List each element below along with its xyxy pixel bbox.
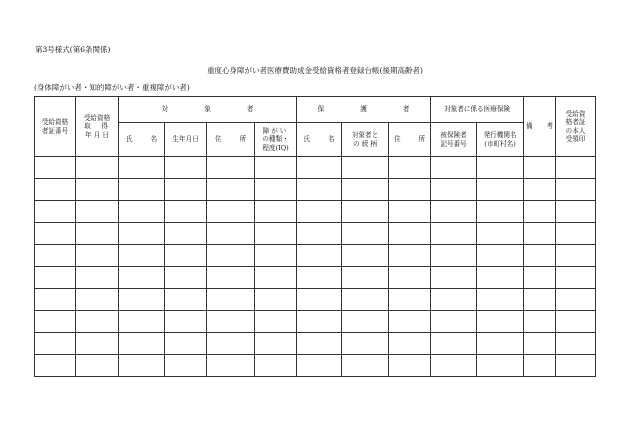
header-guardian-address: 住 所 [389, 123, 431, 157]
table-cell[interactable] [35, 289, 76, 311]
table-cell[interactable] [556, 311, 596, 333]
table-cell[interactable] [389, 179, 431, 201]
table-cell[interactable] [342, 289, 389, 311]
table-cell[interactable] [297, 267, 342, 289]
table-cell[interactable] [477, 179, 524, 201]
table-cell[interactable] [389, 223, 431, 245]
table-cell[interactable] [76, 289, 119, 311]
header-subject-name: 氏 名 [119, 123, 165, 157]
table-cell[interactable] [76, 223, 119, 245]
header-subject-address: 住 所 [207, 123, 255, 157]
table-cell[interactable] [297, 223, 342, 245]
table-cell[interactable] [35, 355, 76, 377]
table-cell[interactable] [207, 157, 255, 179]
registration-table [34, 96, 596, 377]
table-cell[interactable] [342, 267, 389, 289]
table-cell[interactable] [477, 355, 524, 377]
table-cell[interactable] [207, 223, 255, 245]
table-cell[interactable] [477, 223, 524, 245]
table-cell[interactable] [342, 355, 389, 377]
table-cell[interactable] [297, 245, 342, 267]
header-row-1 [35, 97, 596, 123]
table-cell[interactable] [76, 333, 119, 355]
table-cell[interactable] [207, 289, 255, 311]
header-cert-number: 受給資格 者証番号 [35, 97, 76, 157]
header-insured-symbol: 被保険者 記号番号 [431, 123, 477, 157]
table-cell[interactable] [165, 223, 207, 245]
table-cell[interactable] [119, 333, 165, 355]
table-cell[interactable] [524, 179, 556, 201]
table-cell[interactable] [297, 333, 342, 355]
table-cell[interactable] [207, 245, 255, 267]
table-cell[interactable] [342, 201, 389, 223]
table-cell[interactable] [524, 289, 556, 311]
table-cell[interactable] [297, 179, 342, 201]
table-cell[interactable] [165, 201, 207, 223]
table-cell[interactable] [297, 201, 342, 223]
table-cell[interactable] [165, 267, 207, 289]
table-cell[interactable] [524, 267, 556, 289]
table-cell[interactable] [119, 267, 165, 289]
table-cell[interactable] [35, 311, 76, 333]
table-cell[interactable] [431, 245, 477, 267]
table-cell[interactable] [255, 179, 297, 201]
table-row [35, 311, 596, 333]
table-cell[interactable] [255, 267, 297, 289]
table-cell[interactable] [431, 311, 477, 333]
table-cell[interactable] [255, 333, 297, 355]
table-cell[interactable] [165, 333, 207, 355]
table-cell[interactable] [342, 179, 389, 201]
table-cell[interactable] [35, 223, 76, 245]
table-cell[interactable] [524, 245, 556, 267]
header-subject: 対 象 者 [119, 97, 297, 123]
table-cell[interactable] [431, 267, 477, 289]
table-cell[interactable] [119, 311, 165, 333]
table-cell[interactable] [477, 333, 524, 355]
table-row [35, 223, 596, 245]
table-cell[interactable] [119, 179, 165, 201]
table-cell[interactable] [477, 245, 524, 267]
page-subtitle: (身体障がい者・知的障がい者・重複障がい者) [34, 83, 190, 92]
table-cell[interactable] [556, 245, 596, 267]
header-receipt-stamp: 受給資 格者証 の本人 受領印 [556, 97, 596, 157]
table-cell[interactable] [477, 201, 524, 223]
table-cell[interactable] [389, 245, 431, 267]
table-row [35, 333, 596, 355]
table-cell[interactable] [297, 157, 342, 179]
table-cell[interactable] [255, 201, 297, 223]
header-subject-birthdate: 生年月日 [165, 123, 207, 157]
table-cell[interactable] [431, 179, 477, 201]
table-cell[interactable] [207, 355, 255, 377]
table-cell[interactable] [76, 201, 119, 223]
table-cell[interactable] [477, 267, 524, 289]
header-acquired-date: 受給資格 取 得 年 月 日 [76, 97, 119, 157]
form-number: 第3号様式(第6条関係) [35, 45, 111, 54]
table-cell[interactable] [35, 157, 76, 179]
table-cell[interactable] [119, 201, 165, 223]
table-cell[interactable] [342, 333, 389, 355]
table-cell[interactable] [207, 333, 255, 355]
table-row [35, 355, 596, 377]
table-row [35, 245, 596, 267]
table-cell[interactable] [76, 311, 119, 333]
table-cell[interactable] [556, 267, 596, 289]
table-cell[interactable] [342, 157, 389, 179]
table-cell[interactable] [76, 355, 119, 377]
table-cell[interactable] [524, 355, 556, 377]
header-remarks: 備 考 [524, 97, 556, 157]
table-cell[interactable] [389, 333, 431, 355]
table-cell[interactable] [35, 245, 76, 267]
table-cell[interactable] [431, 223, 477, 245]
table-cell[interactable] [431, 289, 477, 311]
header-guardian-name: 氏 名 [297, 123, 342, 157]
table-cell[interactable] [255, 245, 297, 267]
table-cell[interactable] [207, 311, 255, 333]
table-cell[interactable] [556, 289, 596, 311]
header-guardian: 保 護 者 [297, 97, 431, 123]
table-cell[interactable] [165, 355, 207, 377]
table-cell[interactable] [524, 201, 556, 223]
table-cell[interactable] [297, 311, 342, 333]
table-cell[interactable] [165, 179, 207, 201]
table-body [35, 157, 596, 377]
table-cell[interactable] [255, 223, 297, 245]
table-cell[interactable] [165, 157, 207, 179]
page-title: 重度心身障がい者医療費助成金受給資格者登録台帳(後期高齢者) [207, 66, 423, 75]
table-cell[interactable] [119, 223, 165, 245]
table-cell[interactable] [165, 245, 207, 267]
table-cell[interactable] [556, 201, 596, 223]
table-cell[interactable] [342, 245, 389, 267]
table-cell[interactable] [524, 223, 556, 245]
table-cell[interactable] [389, 157, 431, 179]
table-cell[interactable] [119, 289, 165, 311]
header-issuer: 発行機関名 (市町村名) [477, 123, 524, 157]
table-cell[interactable] [35, 267, 76, 289]
table-cell[interactable] [556, 223, 596, 245]
table-cell[interactable] [431, 355, 477, 377]
table-cell[interactable] [389, 355, 431, 377]
table-cell[interactable] [431, 333, 477, 355]
table-row [35, 289, 596, 311]
table-cell[interactable] [255, 289, 297, 311]
table-row [35, 157, 596, 179]
table-cell[interactable] [255, 157, 297, 179]
table-cell[interactable] [255, 355, 297, 377]
table-cell[interactable] [556, 179, 596, 201]
table-cell[interactable] [389, 201, 431, 223]
header-subject-disability: 障がい の種類・ 程度(IQ) [255, 123, 297, 157]
table-cell[interactable] [431, 157, 477, 179]
table-cell[interactable] [119, 355, 165, 377]
table-cell[interactable] [35, 333, 76, 355]
table-cell[interactable] [389, 311, 431, 333]
table-cell[interactable] [431, 201, 477, 223]
table-cell[interactable] [389, 289, 431, 311]
table-cell[interactable] [524, 311, 556, 333]
table-cell[interactable] [207, 179, 255, 201]
table-cell[interactable] [524, 157, 556, 179]
table-cell[interactable] [35, 179, 76, 201]
table-cell[interactable] [389, 267, 431, 289]
table-cell[interactable] [342, 223, 389, 245]
table-cell[interactable] [556, 355, 596, 377]
table-row [35, 201, 596, 223]
table-cell[interactable] [556, 157, 596, 179]
table-cell[interactable] [297, 355, 342, 377]
table-cell[interactable] [35, 201, 76, 223]
table-cell[interactable] [76, 245, 119, 267]
header-guardian-relation: 対象者と の 続 柄 [342, 123, 389, 157]
table-cell[interactable] [119, 245, 165, 267]
table-cell[interactable] [207, 267, 255, 289]
table-cell[interactable] [556, 333, 596, 355]
table-cell[interactable] [524, 333, 556, 355]
table-cell[interactable] [165, 311, 207, 333]
table-cell[interactable] [207, 201, 255, 223]
table-cell[interactable] [76, 179, 119, 201]
table-cell[interactable] [165, 289, 207, 311]
header-insurance: 対象者に係る医療保険 [431, 97, 524, 123]
table-cell[interactable] [255, 311, 297, 333]
table-cell[interactable] [119, 157, 165, 179]
table-cell[interactable] [76, 157, 119, 179]
table-cell[interactable] [342, 311, 389, 333]
header-row-2 [35, 123, 596, 157]
table-cell[interactable] [477, 289, 524, 311]
table-row [35, 179, 596, 201]
table-cell[interactable] [477, 157, 524, 179]
table-cell[interactable] [477, 311, 524, 333]
table-cell[interactable] [76, 267, 119, 289]
table-row [35, 267, 596, 289]
table-cell[interactable] [297, 289, 342, 311]
